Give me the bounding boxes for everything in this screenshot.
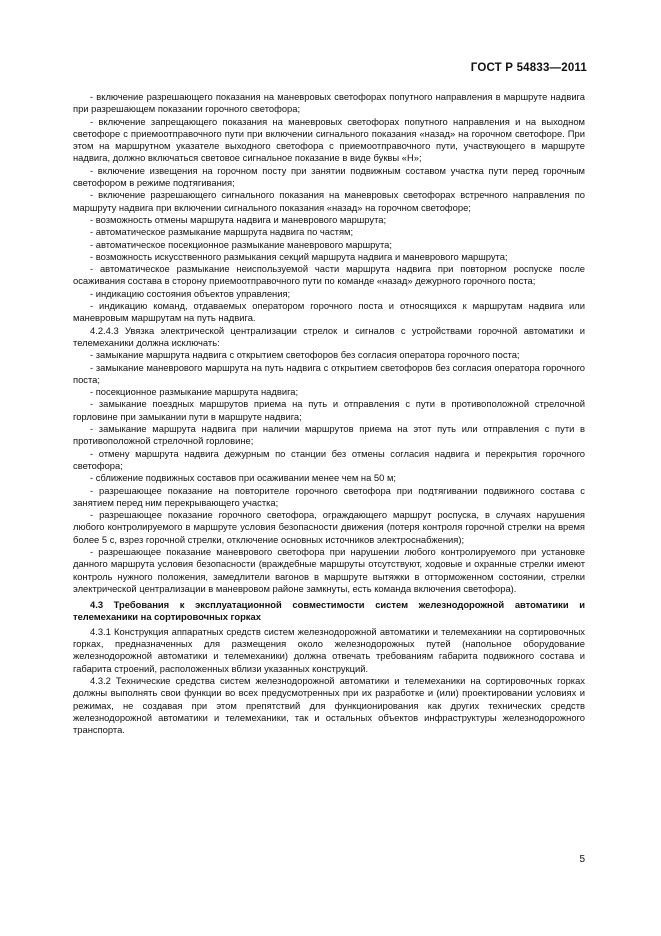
section-heading: 4.3 Требования к эксплуатационной совместимости систем железнодорожной автоматики и телемеханики на сортировочных горках bbox=[73, 599, 585, 623]
paragraph: - отмену маршрута надвига дежурным по станции без отмены согласия надвига и перекрытия горочного светофора; bbox=[73, 447, 585, 471]
paragraph: 4.2.4.3 Увязка электрической централизации стрелок и сигналов с устройствами горочной автоматики и телемеханики должна исключать: bbox=[73, 324, 585, 348]
paragraph: - разрешающее показание маневрового светофора при нарушении любого контролируемого при установке данного маршрута условия безопасности (враждебные маршруты отсутствуют, ходовые и охранные стрелки имеют контроль нужного положения, замедлители вагонов в маршруте вытяжки в отторможенном состоянии, стрелки электрической централизации в маневровом районе замкнуты, есть команда включения светофора). bbox=[73, 545, 585, 594]
paragraph: - замыкание маневрового маршрута на путь надвига с открытием светофоров без согласия оператора горочного поста; bbox=[73, 361, 585, 385]
paragraph: - посекционное размыкание маршрута надвига; bbox=[90, 386, 299, 398]
paragraph: - возможность искусственного размыкания секций маршрута надвига и маневрового маршрута; bbox=[90, 250, 508, 262]
document-id-header: ГОСТ Р 54833—2011 bbox=[470, 62, 587, 74]
paragraph: - включение разрешающего показания на маневровых светофорах попутного направления в маршруте надвига при разрешающем показании горочного светофора; bbox=[73, 91, 585, 115]
paragraph: - сближение подвижных составов при осаживании менее чем на 50 м; bbox=[90, 472, 397, 484]
paragraph: - включение запрещающего показания на маневровых светофорах попутного направления и на выходном светофоре с приемоотправочного пути при включении сигнального показания «назад» на горочном светофоре. При этом на маршрутном указателе выходного светофора с приемоотправочного пути, участвующего в маршруте надвига, должно включаться световое сигнальное показание в виде буквы «Н»; bbox=[73, 115, 585, 164]
paragraph: - включение извещения на горочном посту при занятии подвижным составом участка пути перед горочным светофором в режиме подтягивания; bbox=[73, 164, 585, 189]
paragraph: - автоматическое размыкание маршрута надвига по частям; bbox=[90, 226, 354, 238]
paragraph: 4.3.2 Технические средства систем железнодорожной автоматики и телемеханики на сортировочных горках должны выполнять свои функции во всех предусмотренных при их разработке и (или) проектировании условиях и режимах, не создавая при этом препятствий для функционирования как других технических средств железнодорожной автоматики и телемеханики, так и остальных объектов инфраструктуры железнодорожного транспорта. bbox=[73, 674, 585, 736]
document-body bbox=[73, 91, 585, 736]
paragraph: - индикацию команд, отдаваемых оператором горочного поста и относящихся к маршрутам надвига или маневровым маршрутам на путь надвига. bbox=[73, 300, 585, 324]
paragraph: - разрешающее показание горочного светофора, ограждающего маршрут роспуска, в случаях нарушения любого контролируемого в маршруте условия безопасности движения (потеря контроля горочной стрелки на время более 5 с, взрез горочной стрелки, отключение основных источников электроснабжения); bbox=[73, 509, 585, 545]
paragraph: - индикацию состояния объектов управления; bbox=[90, 287, 291, 299]
paragraph: - замыкание маршрута надвига с открытием светофоров без согласия оператора горочного поста; bbox=[90, 349, 520, 361]
paragraph: - разрешающее показание на повторителе горочного светофора при подтягивании подвижного состава с занятием перед ним перекрывающего участка; bbox=[73, 484, 585, 508]
paragraph: 4.3.1 Конструкция аппаратных средств систем железнодорожной автоматики и телемеханики на сортировочных горках, предназначенных для размещения около железнодорожных путей (напольное оборудование железнодорожной автоматики и телемеханики) должна отвечать требованиям габарита подвижного состава и габарита строений, расположенных вблизи указанных конструкций. bbox=[73, 625, 585, 674]
paragraph: - автоматическое посекционное размыкание маневрового маршрута; bbox=[90, 238, 392, 250]
paragraph: - замыкание маршрута надвига при наличии маршрутов приема на этот путь или отправления с пути в противоположной стрелочной горловине; bbox=[73, 423, 585, 447]
paragraph: - включение разрешающего сигнального показания на маневровых светофорах встречного направления по маршруту надвига при включении сигнального показания «назад» на горочном светофоре; bbox=[73, 189, 585, 213]
paragraph: - возможность отмены маршрута надвига и маневрового маршрута; bbox=[90, 213, 387, 225]
page-number: 5 bbox=[579, 854, 585, 865]
paragraph: - автоматическое размыкание неиспользуемой части маршрута надвига при повторном роспуске после осаживания состава в сторону приемоотправочного пути по команде «назад» дежурного горочного поста; bbox=[73, 263, 585, 287]
paragraph: - замыкание поездных маршрутов приема на путь и отправления с пути в противоположной стрелочной горловине при замыкании пути в маршруте надвига; bbox=[73, 398, 585, 422]
